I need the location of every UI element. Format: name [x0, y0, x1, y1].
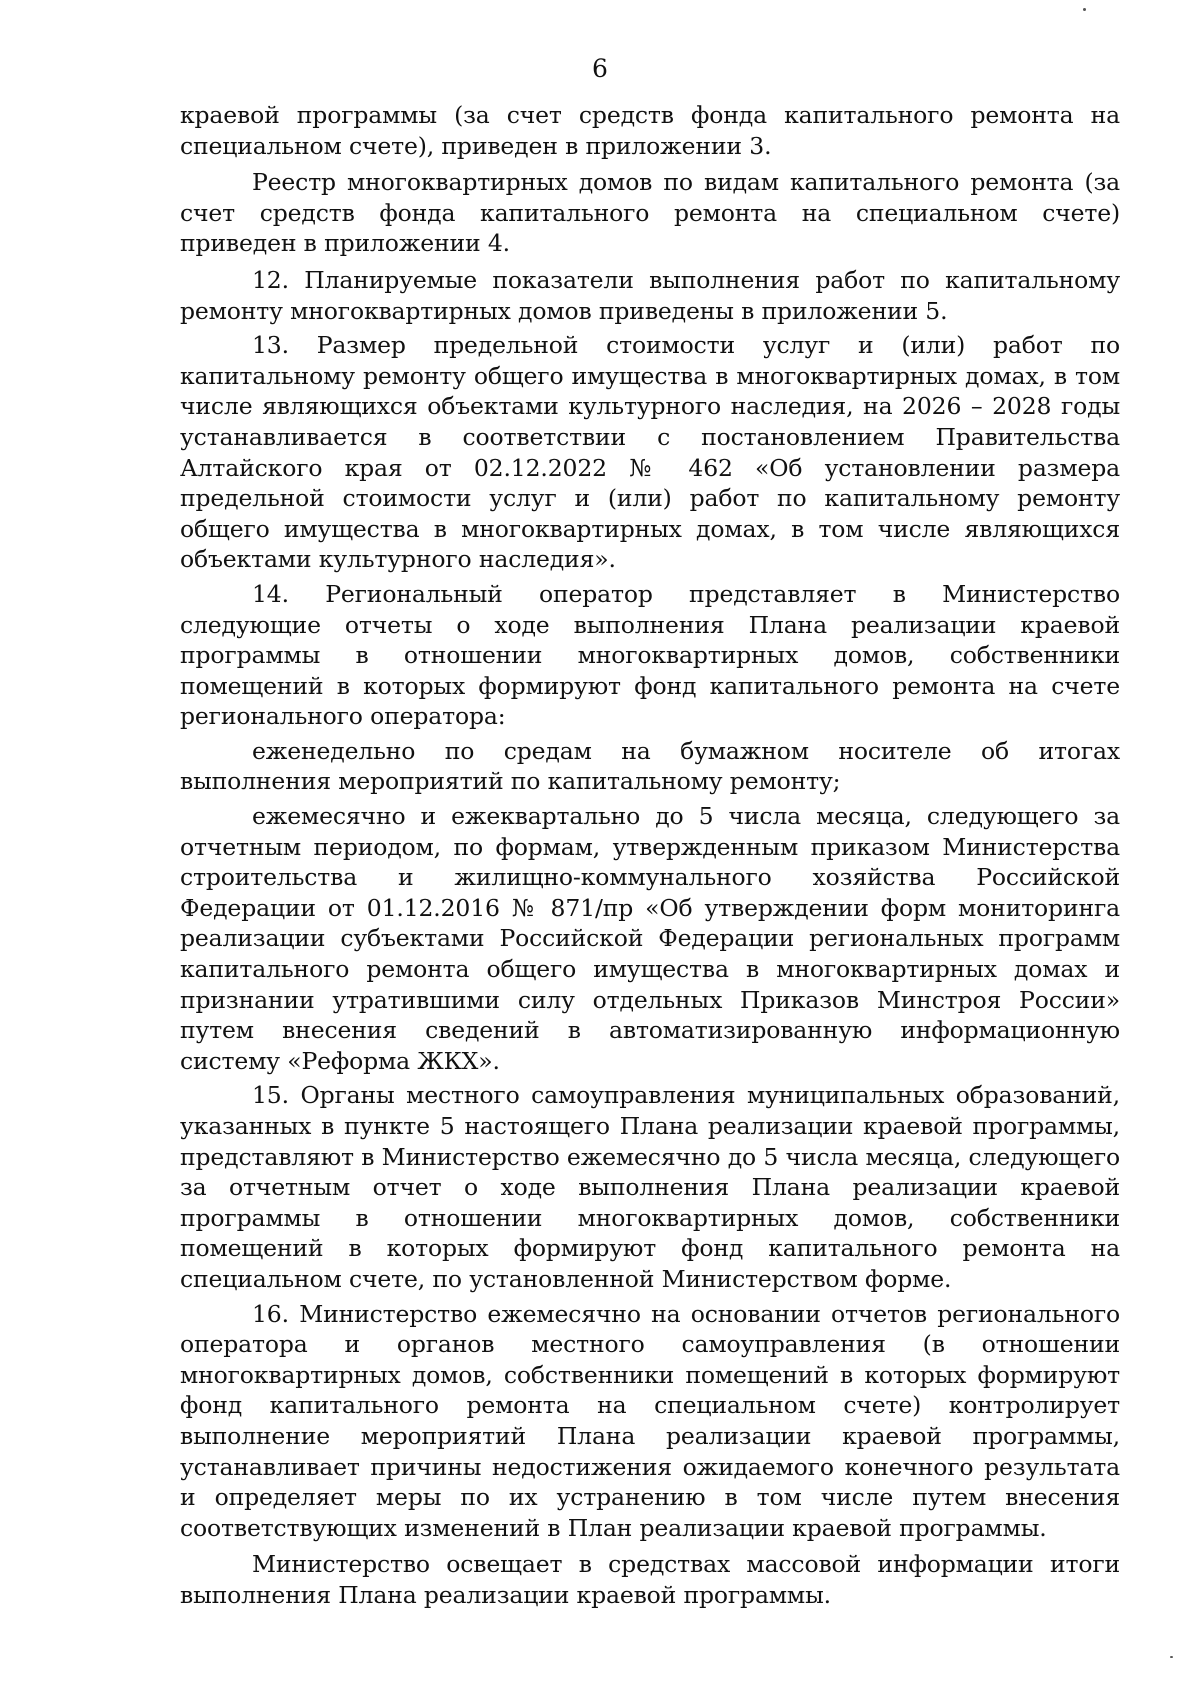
- paragraph-weekly-report: еженедельно по средам на бумажном носителе об итогах выполнения мероприятий по капитальному ремонту;: [180, 736, 1120, 796]
- paragraph-monthly-report: ежемесячно и ежеквартально до 5 числа месяца, следующего за отчетным периодом, по формам, утвержденным приказом Министерства строительства и жилищно-коммунального хозяйства Российской Федерации от 01.12.2016 № 871/пр «Об утверждении форм мониторинга реализации субъектами Российской Федерации региональных программ капитального ремонта общего имущества в многоквартирных домах и признании утратившими силу отдельных Приказов Минстроя России» путем внесения сведений в автоматизированную информационную систему «Реформа ЖКХ».: [180, 802, 1120, 1075]
- paragraph-continuation: краевой программы (за счет средств фонда капитального ремонта на специальном счете), приведен в приложении 3.: [180, 101, 1120, 160]
- document-body: [180, 100, 1120, 1611]
- paragraph-item-12: 12. Планируемые показатели выполнения работ по капитальному ремонту многоквартирных домов приведены в приложении 5.: [180, 265, 1120, 325]
- page-number: 6: [592, 54, 608, 83]
- paragraph-item-13: 13. Размер предельной стоимости услуг и (или) работ по капитальному ремонту общего имущества в многоквартирных домах, в том числе являющихся объектами культурного наследия, на 2026 – 2028 годы устанавливается в соответствии с постановлением Правительства Алтайского края от 02.12.2022 № 462 «Об установлении размера предельной стоимости услуг и (или) работ по капитальному ремонту общего имущества в многоквартирных домах, в том числе являющихся объектами культурного наследия».: [180, 331, 1120, 574]
- scan-speck: [1083, 8, 1086, 11]
- paragraph-item-16: 16. Министерство ежемесячно на основании отчетов регионального оператора и органов местного самоуправления (в отношении многоквартирных домов, собственники помещений в которых формируют фонд капитального ремонта на специальном счете) контролирует выполнение мероприятий Плана реализации краевой программы, устанавливает причины недостижения ожидаемого конечного результата и определяет меры по их устранению в том числе путем внесения соответствующих изменений в План реализации краевой программы.: [180, 1299, 1120, 1542]
- paragraph-item-15: 15. Органы местного самоуправления муниципальных образований, указанных в пункте 5 настоящего Плана реализации краевой программы, представляют в Министерство ежемесячно до 5 числа месяца, следующего за отчетным отчет о ходе выполнения Плана реализации краевой программы в отношении многоквартирных домов, собственники помещений в которых формируют фонд капитального ремонта на специальном счете, по установленной Министерством форме.: [180, 1081, 1120, 1293]
- paragraph-media: Министерство освещает в средствах массовой информации итоги выполнения Плана реализации краевой программы.: [180, 1550, 1120, 1609]
- paragraph-registry: Реестр многоквартирных домов по видам капитального ремонта (за счет средств фонда капитального ремонта на специальном счете) приведен в приложении 4.: [180, 168, 1120, 258]
- paragraph-item-14: 14. Региональный оператор представляет в Министерство следующие отчеты о ходе выполнения Плана реализации краевой программы в отношении многоквартирных домов, собственники помещений в которых формируют фонд капитального ремонта на счете регионального оператора:: [180, 579, 1120, 731]
- scan-speck: [1170, 1656, 1173, 1658]
